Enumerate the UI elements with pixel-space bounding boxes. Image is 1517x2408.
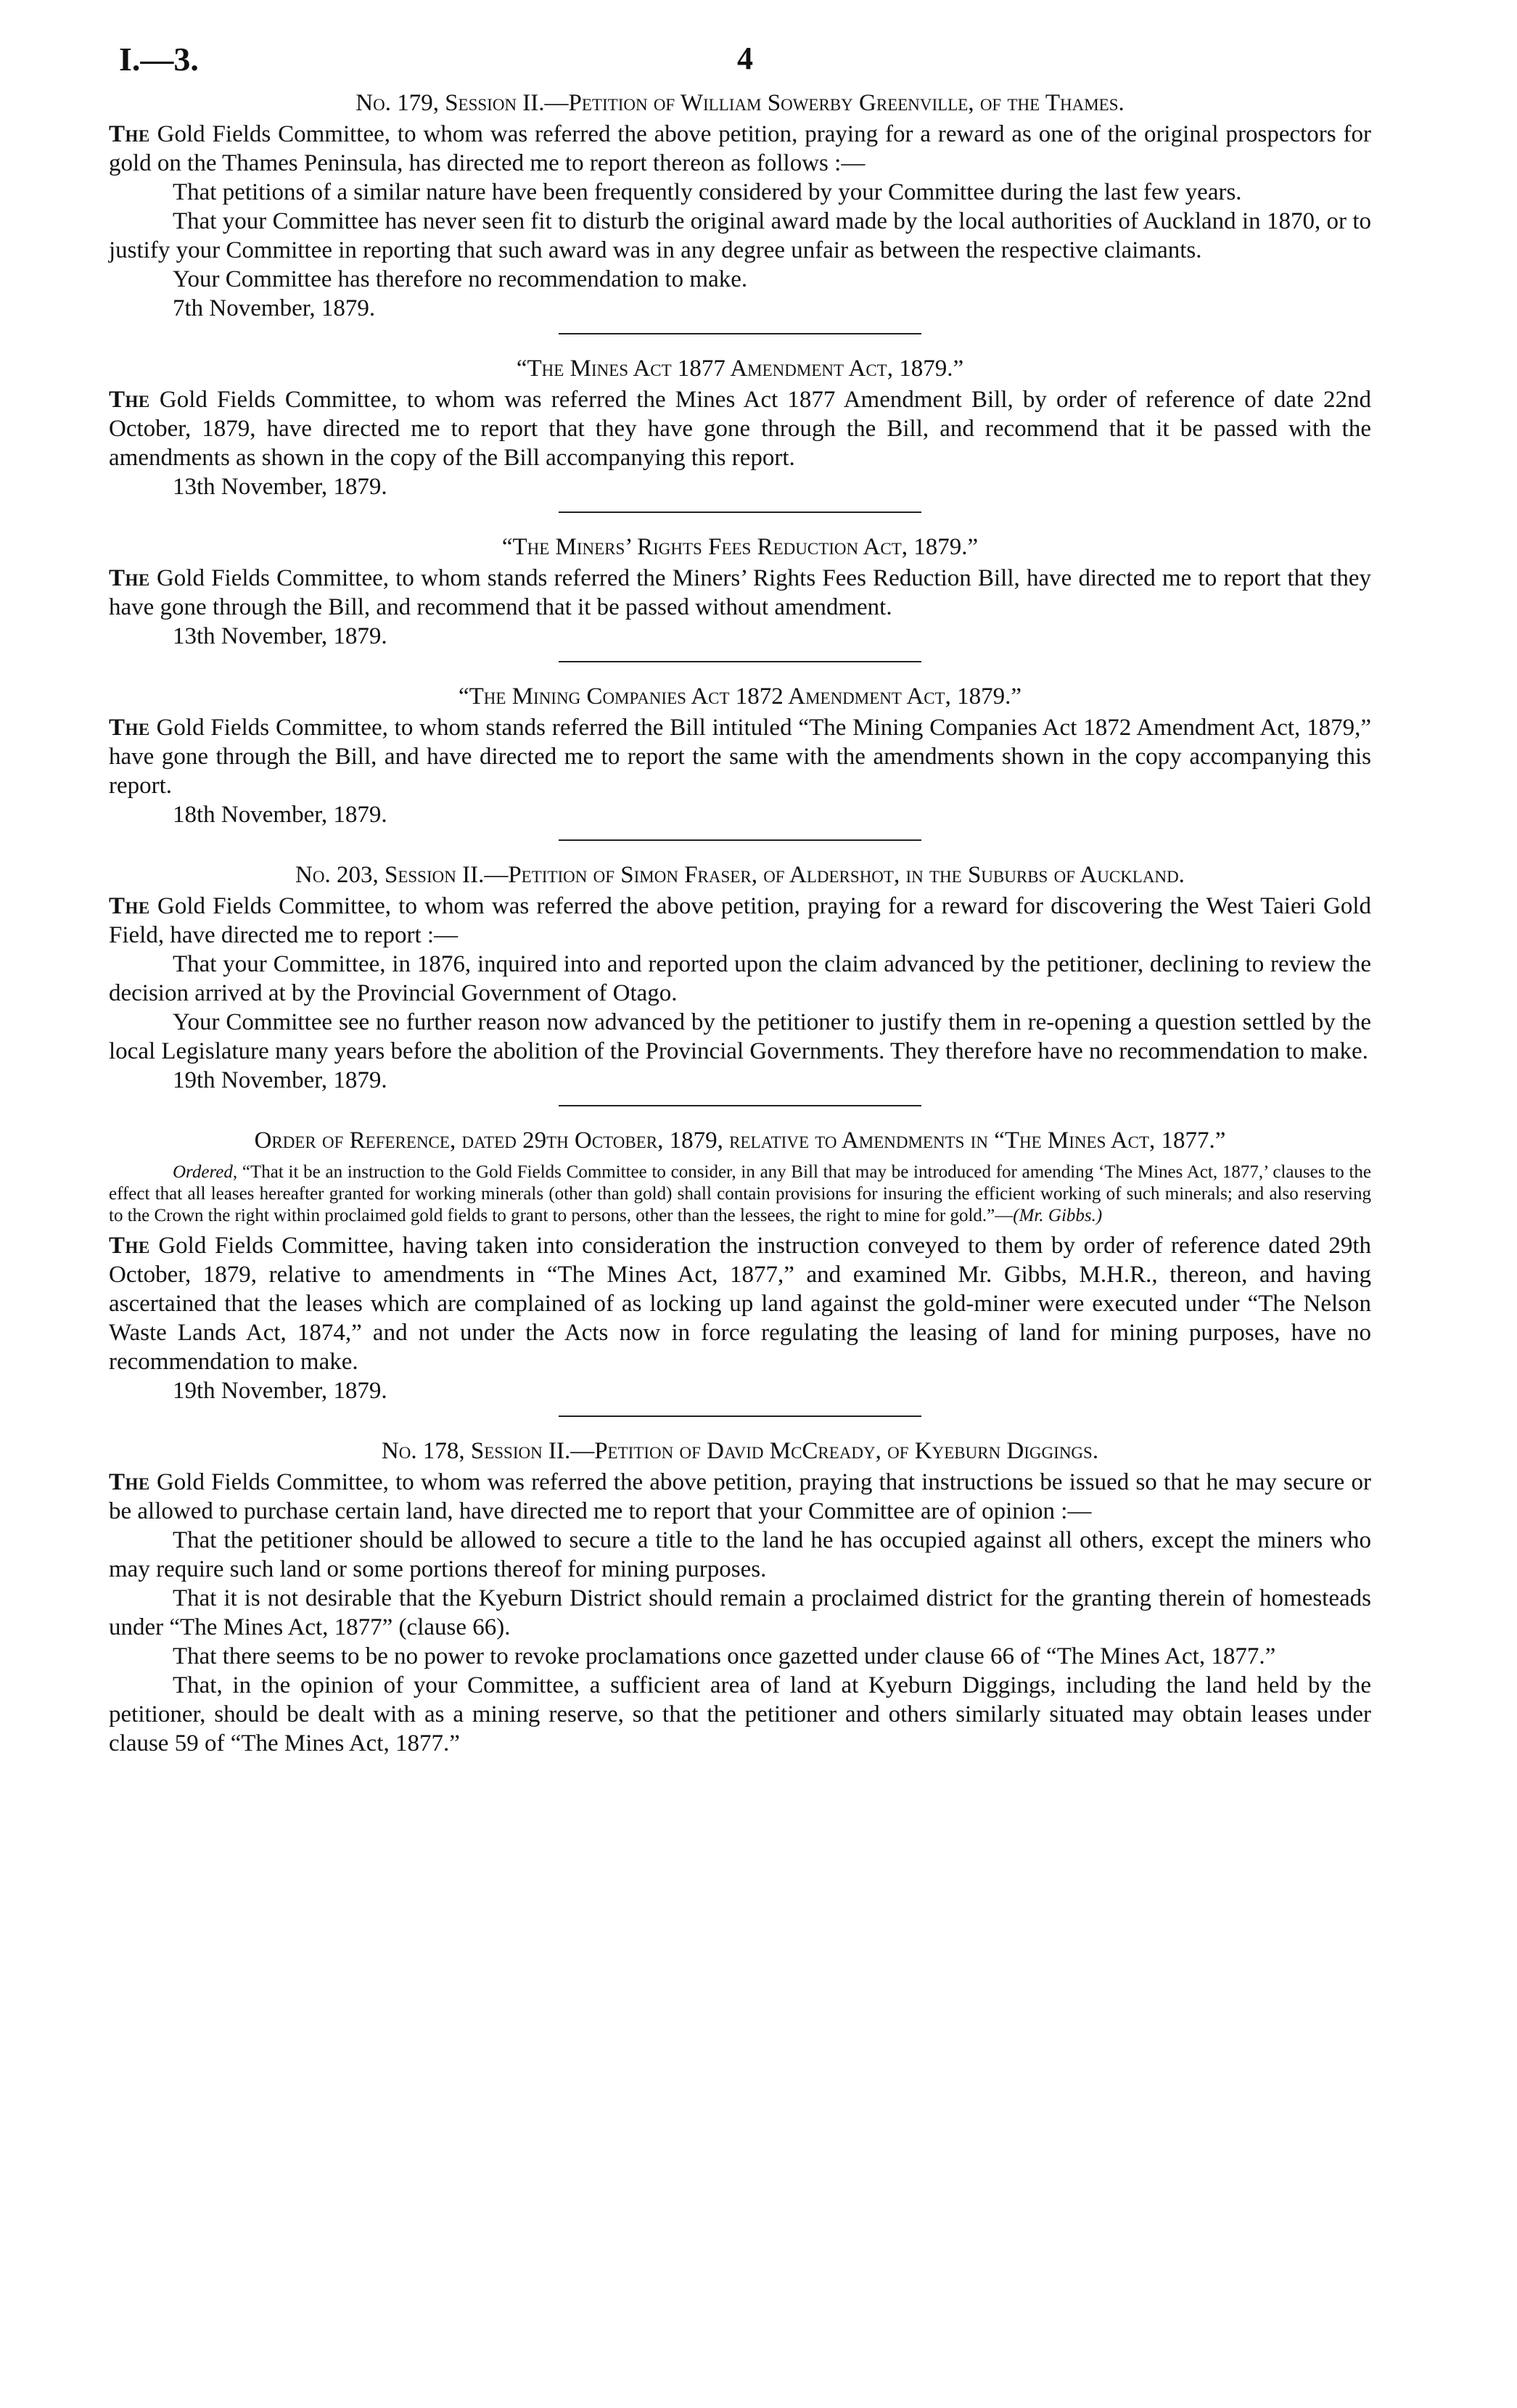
paragraph: That your Committee, in 1876, inquired into and reported upon the claim advanced by the petitioner, declining to review the decision arrived at by the Provincial Government of Otago. bbox=[109, 951, 1371, 1006]
paragraph bbox=[109, 120, 1371, 178]
paragraph bbox=[109, 713, 1371, 800]
section-divider bbox=[559, 1415, 921, 1417]
paragraph bbox=[109, 1231, 1371, 1376]
lead-word: The bbox=[109, 715, 150, 741]
report-date: 13th November, 1879. bbox=[173, 474, 387, 500]
section-title: “The Miners’ Rights Fees Reduction Act, 1879.” bbox=[501, 534, 979, 560]
document-page bbox=[109, 40, 1371, 1758]
section-divider bbox=[559, 661, 921, 662]
page-header bbox=[109, 40, 1371, 83]
lead-word: The bbox=[109, 121, 150, 147]
paragraph bbox=[109, 1468, 1371, 1526]
paragraph-text: Gold Fields Committee, to whom was referred the Mines Act 1877 Amendment Bill, by order of reference of date 22nd October, 1879, have directed me to report that they have gone through the Bill, and recommend that it be passed with the amendments as shown in the copy of the Bill accompanying this report. bbox=[109, 387, 1371, 471]
petition-178-section bbox=[109, 1436, 1371, 1758]
section-divider bbox=[559, 1105, 921, 1106]
section-divider bbox=[559, 839, 921, 841]
lead-word: The bbox=[109, 893, 150, 919]
order-of-reference-section bbox=[109, 1125, 1371, 1417]
paragraph: That your Committee has never seen fit to disturb the original award made by the local authorities of Auckland in 1870, or to justify your Committee in reporting that such award was in any degree unfair as between the respective claimants. bbox=[109, 208, 1371, 263]
lead-word: The bbox=[109, 387, 150, 413]
section-title: “The Mines Act 1877 Amendment Act, 1879.” bbox=[516, 356, 964, 382]
section-title: No. 179, Session II.—Petition of William Sowerby Greenville, of the Thames. bbox=[355, 90, 1125, 116]
petition-203-section bbox=[109, 860, 1371, 1106]
petition-179-section bbox=[109, 88, 1371, 334]
section-title: Order of Reference, dated 29th October, 1879, relative to Amendments in “The Mines Act, 1877.” bbox=[254, 1127, 1226, 1154]
report-date: 13th November, 1879. bbox=[173, 623, 387, 649]
section-title: No. 178, Session II.—Petition of David McCready, of Kyeburn Diggings. bbox=[381, 1438, 1099, 1464]
paragraph: Your Committee has therefore no recommendation to make. bbox=[173, 266, 748, 292]
miners-rights-section bbox=[109, 532, 1371, 662]
report-date: 19th November, 1879. bbox=[173, 1067, 387, 1093]
paragraph-text: Gold Fields Committee, to whom was referred the above petition, praying for a reward for discovering the West Taieri Gold Field, have directed me to report :— bbox=[109, 893, 1371, 948]
order-text bbox=[109, 1162, 1371, 1227]
section-divider bbox=[559, 511, 921, 513]
report-date: 19th November, 1879. bbox=[173, 1378, 387, 1404]
paragraph-text: Gold Fields Committee, having taken into consideration the instruction conveyed to them by order of reference dated 29th October, 1879, relative to amendments in “The Mines Act, 1877,” and examined Mr. Gibbs, M.H.R., thereon, and having ascertained that the leases which are complained of as locking up land against the gold-miner were executed under “The Nelson Waste Lands Act, 1874,” and not under the Acts now in force regulating the leasing of land for mining purposes, have no recommendation to make. bbox=[109, 1233, 1371, 1375]
page-number: 4 bbox=[737, 41, 753, 76]
paragraph-text: Gold Fields Committee, to whom was referred the above petition, praying that instructions be issued so that he may secure or be allowed to purchase certain land, have directed me to report that your Committee are of opinion :— bbox=[109, 1469, 1371, 1524]
mining-companies-section bbox=[109, 681, 1371, 841]
paragraph: Your Committee see no further reason now advanced by the petitioner to justify them in re-opening a question settled by the local Legislature many years before the abolition of the Provincial Governments. They therefore have no recommendation to make. bbox=[109, 1009, 1371, 1064]
paragraph bbox=[109, 564, 1371, 622]
ordered-text: “That it be an instruction to the Gold Fields Committee to consider, in any Bill that may be introduced for amending ‘The Mines Act, 1877,’ clauses to the effect that all leases hereafter granted for working minerals (other than gold) shall contain provisions for insuring the efficient working of such minerals; and also reserving to the Crown the right within proclaimed gold fields to grant to persons, other than the lessees, the right to mine for gold.”— bbox=[109, 1162, 1371, 1225]
paragraph: That it is not desirable that the Kyeburn District should remain a proclaimed district for the granting therein of homesteads under “The Mines Act, 1877” (clause 66). bbox=[109, 1585, 1371, 1640]
mines-act-amendment-section bbox=[109, 353, 1371, 513]
paragraph-text: Gold Fields Committee, to whom stands referred the Miners’ Rights Fees Reduction Bill, have directed me to report that they have gone through the Bill, and recommend that it be passed without amendment. bbox=[109, 565, 1371, 620]
paper-reference: I.—3. bbox=[119, 41, 199, 78]
section-divider bbox=[559, 333, 921, 334]
paragraph-text: Gold Fields Committee, to whom was referred the above petition, praying for a reward as one of the original prospectors for gold on the Thames Peninsula, has directed me to report thereon as follows :— bbox=[109, 121, 1371, 176]
paragraph: That petitions of a similar nature have been frequently considered by your Committee during the last few years. bbox=[173, 179, 1242, 205]
report-date: 7th November, 1879. bbox=[173, 295, 376, 321]
paragraph: That there seems to be no power to revoke proclamations once gazetted under clause 66 of “The Mines Act, 1877.” bbox=[173, 1643, 1276, 1669]
section-title: No. 203, Session II.—Petition of Simon Fraser, of Aldershot, in the Suburbs of Auckland. bbox=[295, 862, 1185, 888]
paragraph-text: Gold Fields Committee, to whom stands referred the Bill intituled “The Mining Companies Act 1872 Amendment Act, 1879,” have gone through the Bill, and have directed me to report the same with the amendments shown in the copy accompanying this report. bbox=[109, 715, 1371, 799]
paragraph: That the petitioner should be allowed to secure a title to the land he has occupied against all others, except the miners who may require such land or some portions thereof for mining purposes. bbox=[109, 1527, 1371, 1582]
paragraph: That, in the opinion of your Committee, a sufficient area of land at Kyeburn Diggings, including the land held by the petitioner, should be dealt with as a mining reserve, so that the petitioner and others similarly situated may obtain leases under clause 59 of “The Mines Act, 1877.” bbox=[109, 1672, 1371, 1756]
paragraph bbox=[109, 892, 1371, 950]
section-title: “The Mining Companies Act 1872 Amendment Act, 1879.” bbox=[458, 683, 1021, 710]
ordered-mover: (Mr. Gibbs.) bbox=[1013, 1206, 1103, 1225]
lead-word: The bbox=[109, 1469, 150, 1495]
lead-word: The bbox=[109, 565, 150, 591]
lead-word: The bbox=[109, 1233, 150, 1259]
paragraph bbox=[109, 385, 1371, 472]
ordered-label: Ordered, bbox=[173, 1162, 238, 1182]
report-date: 18th November, 1879. bbox=[173, 802, 387, 828]
